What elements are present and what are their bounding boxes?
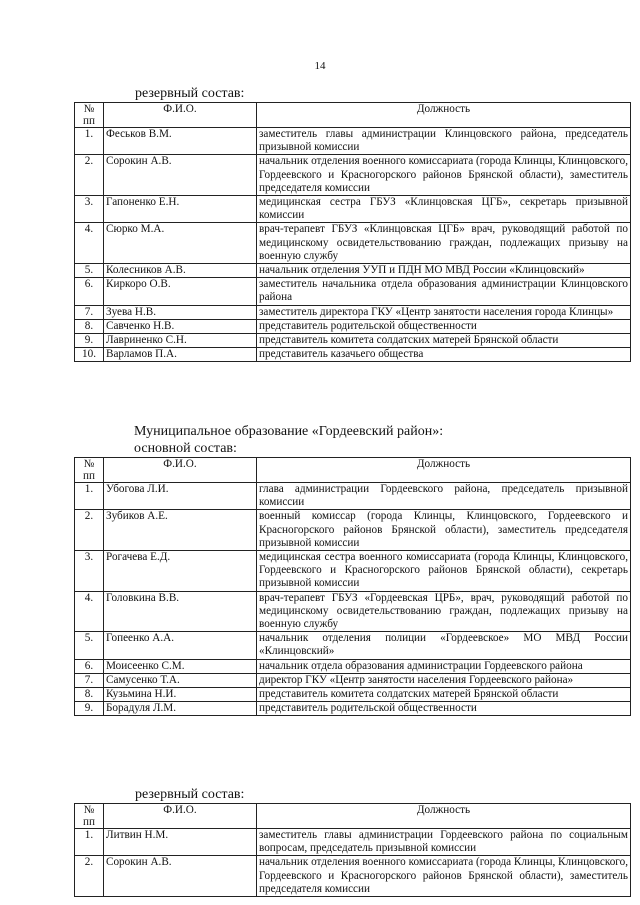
- member-name: Головкина В.В.: [104, 591, 257, 632]
- row-number: 5.: [75, 632, 104, 659]
- table-row: [75, 688, 631, 702]
- row-number: 3.: [75, 196, 104, 223]
- table-row: [75, 319, 631, 333]
- header-num: № пп: [75, 804, 104, 829]
- row-number: 8.: [75, 319, 104, 333]
- header-name: Ф.И.О.: [104, 103, 257, 128]
- member-position: глава администрации Гордеевского района, председатель призывной комиссии: [257, 483, 631, 510]
- row-number: 1.: [75, 483, 104, 510]
- member-position: представитель родительской общественности: [257, 702, 631, 716]
- member-name: Убогова Л.И.: [104, 483, 257, 510]
- row-number: 1.: [75, 829, 104, 856]
- member-name: Варламов П.А.: [104, 348, 257, 362]
- table-row: [75, 196, 631, 223]
- member-position: врач-терапевт ГБУЗ «Клинцовская ЦГБ» врач, руководящий работой по медицинскому освидетельствованию граждан, подлежащих призыву на военную службу: [257, 223, 631, 264]
- member-position: представитель родительской общественности: [257, 319, 631, 333]
- row-number: 1.: [75, 128, 104, 155]
- member-name: Рогачева Е.Д.: [104, 551, 257, 592]
- member-position: начальник отделения полиции «Гордеевское» МО МВД России «Клинцовский»: [257, 632, 631, 659]
- header-position: Должность: [257, 458, 631, 483]
- member-name: Лавриненко С.Н.: [104, 334, 257, 348]
- member-position: начальник отделения военного комиссариата (города Клинцы, Клинцовского, Гордеевского и Красногорского районов Брянской области), заместитель председателя комиссии: [257, 155, 631, 196]
- table-row: [75, 223, 631, 264]
- row-number: 6.: [75, 659, 104, 673]
- row-number: 7.: [75, 305, 104, 319]
- member-name: Зубиков А.Е.: [104, 510, 257, 551]
- member-position: директор ГКУ «Центр занятости населения Гордеевского района»: [257, 673, 631, 687]
- member-name: Колесников А.В.: [104, 264, 257, 278]
- table-row: [75, 673, 631, 687]
- member-name: Моисеенко С.М.: [104, 659, 257, 673]
- table-row: [75, 591, 631, 632]
- member-name: Феськов В.М.: [104, 128, 257, 155]
- member-name: Гопеенко А.А.: [104, 632, 257, 659]
- row-number: 8.: [75, 688, 104, 702]
- member-position: начальник отдела образования администрации Гордеевского района: [257, 659, 631, 673]
- member-position: представитель комитета солдатских матерей Брянской области: [257, 688, 631, 702]
- member-name: Сюрко М.А.: [104, 223, 257, 264]
- section3-caption: резервный состав:: [135, 787, 245, 802]
- row-number: 7.: [75, 673, 104, 687]
- member-position: медицинская сестра военного комиссариата (города Клинцы, Клинцовского, Гордеевского и Красногорского районов Брянской области), секретарь призывной комиссии: [257, 551, 631, 592]
- member-name: Литвин Н.М.: [104, 829, 257, 856]
- table-header-row: [75, 103, 631, 128]
- table-row: [75, 510, 631, 551]
- table-row: [75, 632, 631, 659]
- member-name: Савченко Н.В.: [104, 319, 257, 333]
- member-name: Кузьмина Н.И.: [104, 688, 257, 702]
- table-row: [75, 155, 631, 196]
- header-num: № пп: [75, 103, 104, 128]
- row-number: 9.: [75, 334, 104, 348]
- section1-table: [74, 102, 631, 362]
- section2-table: [74, 457, 631, 716]
- section1-caption: резервный состав:: [135, 86, 245, 101]
- member-position: медицинская сестра ГБУЗ «Клинцовская ЦГБ», секретарь призывной комиссии: [257, 196, 631, 223]
- row-number: 2.: [75, 510, 104, 551]
- row-number: 3.: [75, 551, 104, 592]
- table-row: [75, 128, 631, 155]
- table-header-row: [75, 804, 631, 829]
- row-number: 4.: [75, 591, 104, 632]
- header-name: Ф.И.О.: [104, 458, 257, 483]
- table-row: [75, 348, 631, 362]
- header-position: Должность: [257, 103, 631, 128]
- member-name: Гапоненко Е.Н.: [104, 196, 257, 223]
- member-position: начальник отделения УУП и ПДН МО МВД России «Клинцовский»: [257, 264, 631, 278]
- header-position: Должность: [257, 804, 631, 829]
- section2-caption: основной состав:: [134, 441, 237, 456]
- member-position: начальник отделения военного комиссариата (города Клинцы, Клинцовского, Гордеевского и Красногорского районов Брянской области), заместитель председателя комиссии: [257, 856, 631, 897]
- table-row: [75, 264, 631, 278]
- row-number: 2.: [75, 155, 104, 196]
- section2-title: Муниципальное образование «Гордеевский район»:: [134, 424, 444, 439]
- member-position: заместитель главы администрации Клинцовского района, председатель призывной комиссии: [257, 128, 631, 155]
- row-number: 5.: [75, 264, 104, 278]
- table-row: [75, 305, 631, 319]
- member-name: Сорокин А.В.: [104, 155, 257, 196]
- member-position: представитель казачьего общества: [257, 348, 631, 362]
- member-position: представитель комитета солдатских матерей Брянской области: [257, 334, 631, 348]
- header-name: Ф.И.О.: [104, 804, 257, 829]
- row-number: 6.: [75, 278, 104, 305]
- row-number: 10.: [75, 348, 104, 362]
- member-position: врач-терапевт ГБУЗ «Гордеевская ЦРБ», врач, руководящий работой по медицинскому освидетельствованию граждан, подлежащих призыву на военную службу: [257, 591, 631, 632]
- member-name: Самусенко Т.А.: [104, 673, 257, 687]
- header-num: № пп: [75, 458, 104, 483]
- section3-table: [74, 803, 631, 897]
- table-row: [75, 483, 631, 510]
- member-name: Борадуля Л.М.: [104, 702, 257, 716]
- member-position: военный комиссар (города Клинцы, Клинцовского, Гордеевского и Красногорского районов Брянской области), заместитель председателя призывной комиссии: [257, 510, 631, 551]
- table-row: [75, 702, 631, 716]
- member-name: Сорокин А.В.: [104, 856, 257, 897]
- table-row: [75, 856, 631, 897]
- page-number: 14: [314, 60, 326, 72]
- table-header-row: [75, 458, 631, 483]
- table-row: [75, 829, 631, 856]
- table-row: [75, 551, 631, 592]
- row-number: 2.: [75, 856, 104, 897]
- member-name: Киркоро О.В.: [104, 278, 257, 305]
- member-position: заместитель главы администрации Гордеевского района по социальным вопросам, председатель призывной комиссии: [257, 829, 631, 856]
- member-position: заместитель директора ГКУ «Центр занятости населения города Клинцы»: [257, 305, 631, 319]
- table-row: [75, 659, 631, 673]
- table-row: [75, 278, 631, 305]
- member-position: заместитель начальника отдела образования администрации Клинцовского района: [257, 278, 631, 305]
- row-number: 4.: [75, 223, 104, 264]
- row-number: 9.: [75, 702, 104, 716]
- table-row: [75, 334, 631, 348]
- member-name: Зуева Н.В.: [104, 305, 257, 319]
